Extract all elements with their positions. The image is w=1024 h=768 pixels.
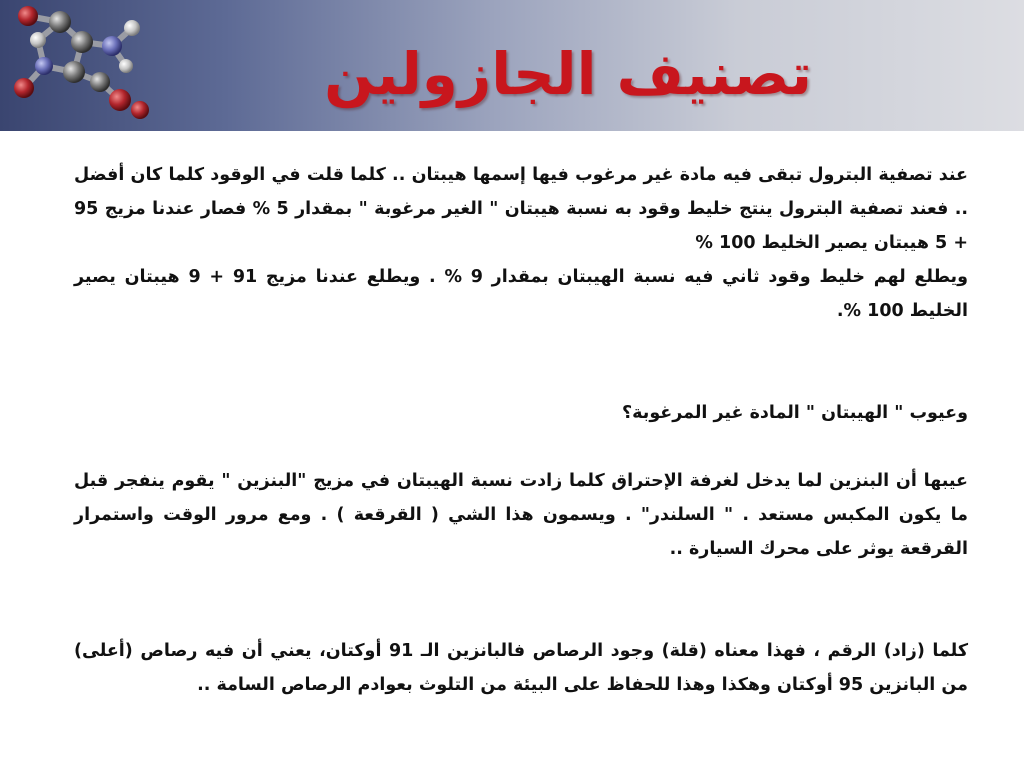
atom-red-icon: [109, 89, 131, 111]
spacer: [74, 430, 968, 464]
atom-gray-icon: [90, 72, 110, 92]
slide-title: تصنيف الجازولين: [324, 40, 812, 108]
atom-red-icon: [18, 6, 38, 26]
atom-blue-icon: [35, 57, 53, 75]
atom-light-icon: [119, 59, 133, 73]
paragraph-heptane-intro: عند تصفية البترول تبقى فيه مادة غير مرغوب فيها إسمها هيبتان .. كلما قلت في الوقود كلما كان أفضل .. فعند تصفية البترول ينتج خليط وقود به نسبة هيبتان " الغير مرغوبة " بمقدار 5 % فصار عندنا مزيج 95 + 5 هيبتان يصير الخليط 100 %: [74, 165, 968, 253]
atom-gray-icon: [63, 61, 85, 83]
spacer: [74, 328, 968, 396]
spacer: [74, 566, 968, 634]
atom-blue-icon: [102, 36, 122, 56]
atom-light-icon: [30, 32, 46, 48]
atom-gray-icon: [49, 11, 71, 33]
paragraph-second-blend: ويطلع لهم خليط وقود ثاني فيه نسبة الهيبتان بمقدار 9 % . ويطلع عندنا مزيج 91 + 9 هيبتان يصير الخليط 100 %.: [74, 267, 968, 321]
atom-gray-icon: [71, 31, 93, 53]
atom-red-icon: [14, 78, 34, 98]
atom-red-icon: [131, 101, 149, 119]
paragraph-octane-lead: كلما (زاد) الرقم ، فهذا معناه (قلة) وجود الرصاص فالبانزين الـ 91 أوكتان، يعني أن فيه رصاص (أعلى) من البانزين 95 أوكتان وهكذا وهذا للحفاظ على البيئة من التلوث بعوادم الرصاص السامة ..: [74, 641, 969, 695]
slide-body: [74, 158, 968, 702]
paragraph-defects-question: وعيوب " الهيبتان " المادة غير المرغوبة؟: [621, 403, 968, 423]
paragraph-knocking: عيبها أن البنزين لما يدخل لغرفة الإحتراق كلما زادت نسبة الهيبتان في مزيج "البنزين " يقوم ينفجر قبل ما يكون المكبس مستعد . " السلندر" . ويسمون هذا الشي ( القرقعة ) . ومع مرور الوقت واستمرار القرقعة يوثر على محرك السيارة ..: [74, 471, 968, 559]
atom-light-icon: [124, 20, 140, 36]
molecule-illustration-icon: [0, 0, 170, 131]
